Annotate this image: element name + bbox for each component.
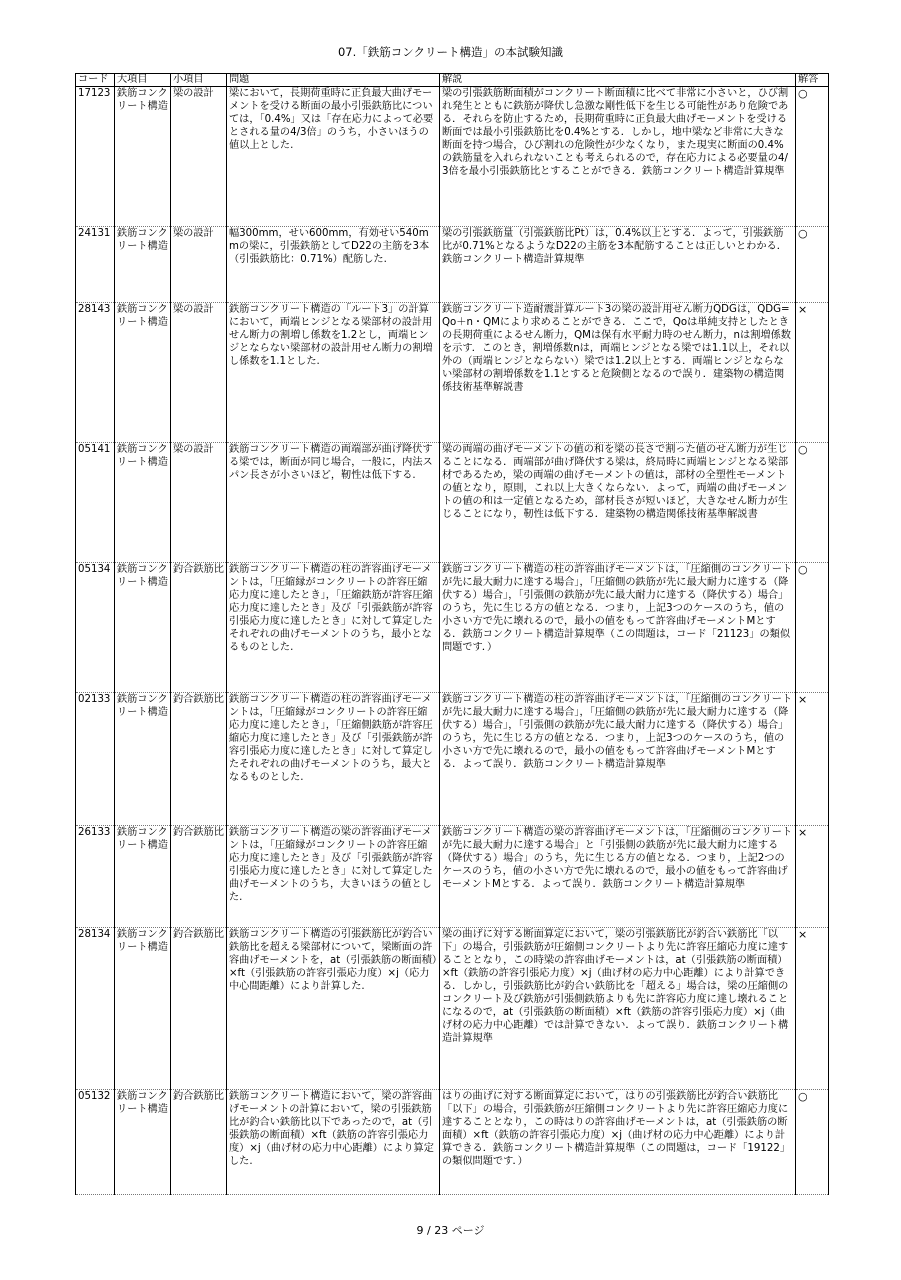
row-minor: 梁の設計 [171,303,227,443]
row-code: 05141 [76,443,115,563]
row-minor: 梁の設計 [171,443,227,563]
header-minor: 小項目 [171,74,227,87]
row-answer: × [796,826,829,928]
row-explanation: 鉄筋コンクリート構造の柱の許容曲げモーメントは，「圧縮側のコンクリートが先に最大耐力に達する場合」，「圧縮側の鉄筋が先に最大耐力に達する（降伏する）場合」，「引張側の鉄筋が先に最大耐力に達する（降伏する）場合」のうち，先に生じる方の値となる．つまり，上記3つのケースのうち，値の小さい方で先に壊れるので，最小の値をもって許容曲げモーメントMとする．鉄筋コンクリート構造計算規準（この問題は，コード「21123」の類似問題です．） [440,563,796,693]
page-number: 9 / 23 ページ [416,1224,485,1237]
row-minor: 釣合鉄筋比 [171,1090,227,1195]
table-row [76,928,829,1090]
row-answer: ○ [796,563,829,693]
header-code: コード [76,74,115,87]
row-minor: 釣合鉄筋比 [171,563,227,693]
table-row [76,693,829,826]
row-code: 28143 [76,303,115,443]
row-explanation: 梁の引張鉄筋断面積がコンクリート断面積に比べて非常に小さいと，ひび割れ発生とともに鉄筋が降伏し急激な剛性低下を生じる可能性があり危険である．それらを防止するため，長期荷重時に正負最大曲げモーメントを受ける断面では最小引張鉄筋比を0.4%とする．しかし，地中梁など非常に大きな断面を持つ場合，ひび割れの危険性が少なくなり，また現実に断面の0.4%の鉄筋量を入れられないことも考えられるので，存在応力による必要量の4/3倍を最小引張鉄筋比とすることができる．鉄筋コンクリート構造計算規準 [440,87,796,227]
row-question: 鉄筋コンクリート構造の柱の許容曲げモーメントは，「圧縮縁がコンクリートの許容圧縮応力度に達したとき」，「圧縮鉄筋が許容圧縮応力度に達したとき」及び「引張鉄筋が許容引張応力度に達したとき」に対して算定したそれぞれの曲げモーメントのうち，最小となるものとした. [227,563,440,693]
row-question: 鉄筋コンクリート構造の引張鉄筋比が釣合い鉄筋比を超える梁部材について，梁断面の許容曲げモーメントを，at（引張鉄筋の断面積）×ft（引張鉄筋の許容引張応力度）×j（応力中心間距離）により計算した. [227,928,440,1090]
row-question: 梁において，長期荷重時に正負最大曲げモーメントを受ける断面の最小引張鉄筋比については，「0.4%」又は「存在応力によって必要とされる量の4/3倍」のうち，小さいほうの値以上とした. [227,87,440,227]
row-answer: ○ [796,1090,829,1195]
table-row [76,826,829,928]
row-question: 幅300mm，せい600mm，有効せい540mmの梁に，引張鉄筋としてD22の主筋を3本（引張鉄筋比：0.71%）配筋した. [227,227,440,303]
row-minor: 梁の設計 [171,227,227,303]
row-code: 02133 [76,693,115,826]
header-major: 大項目 [115,74,171,87]
row-major: 鉄筋コンクリート構造 [115,443,171,563]
row-code: 24131 [76,227,115,303]
row-major: 鉄筋コンクリート構造 [115,87,171,227]
row-question: 鉄筋コンクリート構造の「ルート3」の計算において，両端ヒンジとなる梁部材の設計用せん断力の割増し係数を1.2とし，両端ヒンジとならない梁部材の設計用せん断力の割増し係数を1.1とした. [227,303,440,443]
qa-table [75,73,829,1195]
row-question: 鉄筋コンクリート構造において，梁の許容曲げモーメントの計算において，梁の引張鉄筋比が釣合い鉄筋比以下であったので，at（引張鉄筋の断面積）×ft（鉄筋の許容引張応力度）×j（曲げ材の応力中心距離）により算定した. [227,1090,440,1195]
table-row [76,1090,829,1195]
row-answer: × [796,303,829,443]
table-row [76,563,829,693]
row-major: 鉄筋コンクリート構造 [115,303,171,443]
row-code: 28134 [76,928,115,1090]
row-minor: 釣合鉄筋比 [171,693,227,826]
row-explanation: はりの曲げに対する断面算定において，はりの引張鉄筋比が釣合い鉄筋比「以下」の場合，引張鉄筋が圧縮側コンクリートより先に許容圧縮応力度に達することとなり，この時はりの許容曲げモーメントは，at（引張鉄筋の断面積）×ft（鉄筋の許容引張応力度）×j（曲げ材の応力中心距離）により計算できる．鉄筋コンクリート構造計算規準（この問題は，コード「19122」の類似問題です．） [440,1090,796,1195]
row-major: 鉄筋コンクリート構造 [115,826,171,928]
row-code: 17123 [76,87,115,227]
table-row [76,443,829,563]
table-row [76,227,829,303]
row-code: 05132 [76,1090,115,1195]
row-answer: ○ [796,87,829,227]
row-question: 鉄筋コンクリート構造の両端部が曲げ降伏する梁では，断面が同じ場合，一般に，内法スパン長さが小さいほど，靭性は低下する. [227,443,440,563]
row-minor: 梁の設計 [171,87,227,227]
row-answer: × [796,693,829,826]
row-answer: ○ [796,443,829,563]
row-major: 鉄筋コンクリート構造 [115,928,171,1090]
row-question: 鉄筋コンクリート構造の柱の許容曲げモーメントは，「圧縮縁がコンクリートの許容圧縮応力度に達したとき」，「圧縮側鉄筋が許容圧縮応力度に達したとき」及び「引張鉄筋が許容引張応力度に達したとき」に対して算定したそれぞれの曲げモーメントのうち，最大となるものとした. [227,693,440,826]
row-code: 26133 [76,826,115,928]
row-explanation: 鉄筋コンクリート造耐震計算ルート3の梁の設計用せん断力QDGは，QDG=Qo＋n・QMにより求めることができる．ここで，Qoは単純支持としたときの長期荷重によるせん断力，QMは保有水平耐力時のせん断力，nは割増係数を示す．このとき，割増係数nは，両端ヒンジとなる梁では1.1以上，それ以外の（両端ヒンジとならない）梁では1.2以上とする．両端ヒンジとならない梁部材の割増係数を1.1とすると危険側となるので誤り．建築物の構造関係技術基準解説書 [440,303,796,443]
row-minor: 釣合鉄筋比 [171,928,227,1090]
row-minor: 釣合鉄筋比 [171,826,227,928]
row-major: 鉄筋コンクリート構造 [115,693,171,826]
row-explanation: 梁の両端の曲げモーメントの値の和を梁の長さで割った値のせん断力が生じることになる．両端部が曲げ降伏する梁は，終局時に両端ヒンジとなる梁部材であるため，梁の両端の曲げモーメントの値は，部材の全塑性モーメントの値となり，原則，これ以上大きくならない．よって，両端の曲げモーメントの値の和は一定値となるため，部材長さが短いほど，大きなせん断力が生じることになり，靭性は低下する．建築物の構造関係技術基準解説書 [440,443,796,563]
header-answer: 解答 [796,74,829,87]
row-major: 鉄筋コンクリート構造 [115,227,171,303]
row-explanation: 鉄筋コンクリート構造の梁の許容曲げモーメントは，「圧縮側のコンクリートが先に最大耐力に達する場合」と「引張側の鉄筋が先に最大耐力に達する（降伏する）場合」のうち，先に生じる方の値となる．つまり，上記2つのケースのうち，値の小さい方で先に壊れるので，最小の値をもって許容曲げモーメントMとする．よって誤り．鉄筋コンクリート構造計算規準 [440,826,796,928]
row-question: 鉄筋コンクリート構造の梁の許容曲げモーメントは，「圧縮縁がコンクリートの許容圧縮応力度に達したとき」及び「引張鉄筋が許容引張応力度に達したとき」に対して算定した曲げモーメントのうち，大きいほうの値とした. [227,826,440,928]
table-row [76,303,829,443]
row-answer: ○ [796,227,829,303]
row-major: 鉄筋コンクリート構造 [115,1090,171,1195]
row-major: 鉄筋コンクリート構造 [115,563,171,693]
row-answer: × [796,928,829,1090]
table-header-row [76,74,829,87]
header-question: 問題 [227,74,440,87]
row-explanation: 梁の引張鉄筋量（引張鉄筋比Pt）は，0.4%以上とする．よって，引張鉄筋比が0.71%となるようなD22の主筋を3本配筋することは正しいとわかる．鉄筋コンクリート構造計算規準 [440,227,796,303]
row-explanation: 鉄筋コンクリート構造の柱の許容曲げモーメントは，「圧縮側のコンクリートが先に最大耐力に達する場合」，「圧縮側の鉄筋が先に最大耐力に達する（降伏する）場合」，「引張側の鉄筋が先に最大耐力に達する（降伏する）場合」のうち，先に生じる方の値となる．つまり，上記3つのケースのうち，値の小さい方で先に壊れるので，最小の値をもって許容曲げモーメントMとする．よって誤り．鉄筋コンクリート構造計算規準 [440,693,796,826]
page-title: 07.「鉄筋コンクリート構造」の本試験知識 [337,45,564,59]
table-row [76,87,829,227]
header-explanation: 解説 [440,74,796,87]
row-explanation: 梁の曲げに対する断面算定において，梁の引張鉄筋比が釣合い鉄筋比「以下」の場合，引張鉄筋が圧縮側コンクリートより先に許容圧縮応力度に達することとなり，この時梁の許容曲げモーメントは，at（引張鉄筋の断面積）×ft（鉄筋の許容引張応力度）×j（曲げ材の応力中心距離）により計算できる．しかし，引張鉄筋比が釣合い鉄筋比を「超える」場合は，梁の圧縮側のコンクリート及び鉄筋が引張側鉄筋よりも先に許容応力度に達し壊れることになるので，at（引張鉄筋の断面積）×ft（鉄筋の許容引張応力度）×j（曲げ材の応力中心距離）では計算できない．よって誤り．鉄筋コンクリート構造計算規準 [440,928,796,1090]
row-code: 05134 [76,563,115,693]
